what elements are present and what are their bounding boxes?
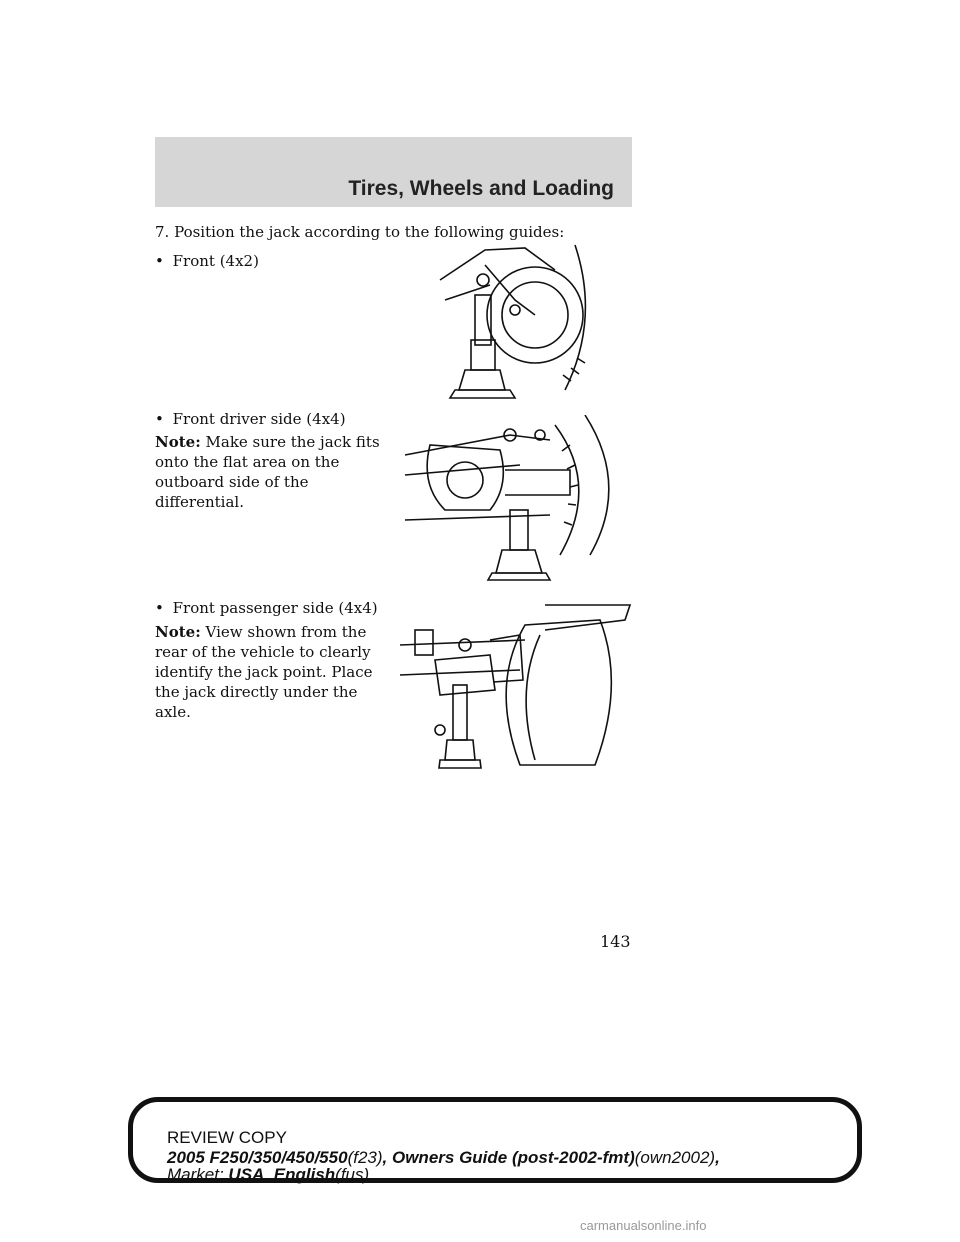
jack-front-4x2-illustration xyxy=(425,240,595,410)
note-label: Note: xyxy=(155,433,201,451)
note-driver-side xyxy=(155,432,390,512)
review-market-line xyxy=(167,1165,369,1185)
note-label: Note: xyxy=(155,623,201,641)
note-passenger-side xyxy=(155,622,390,722)
header-band xyxy=(155,137,632,207)
review-copy-label: REVIEW COPY xyxy=(167,1128,287,1147)
bullet-text: Front driver side (4x4) xyxy=(172,410,346,428)
model-text: 2005 F250/350/450/550 xyxy=(167,1148,348,1167)
review-copy-box xyxy=(128,1097,862,1183)
separator: , xyxy=(382,1148,392,1167)
page-number: 143 xyxy=(600,932,631,951)
footer-watermark-url: carmanualsonline.info xyxy=(580,1218,707,1233)
guide-code: (own2002) xyxy=(634,1148,716,1167)
note-text: Make sure the jack fits onto the flat area on the outboard side of the differential. xyxy=(155,433,380,511)
jack-front-driver-4x4-illustration xyxy=(400,415,615,585)
note-text: View shown from the rear of the vehicle to clearly identify the jack point. Place the jack directly under the axle. xyxy=(155,623,373,721)
bullet-front-passenger-4x4 xyxy=(155,598,378,618)
model-code: (f23) xyxy=(347,1148,383,1167)
market-code: (fus) xyxy=(335,1165,370,1184)
jack-front-passenger-4x4-illustration xyxy=(395,600,635,770)
bullet-front-driver-4x4 xyxy=(155,409,346,429)
market-value: USA_English xyxy=(228,1165,336,1184)
guide-text: Owners Guide (post-2002-fmt) xyxy=(391,1148,635,1167)
step-instruction: 7. Position the jack according to the following guides: xyxy=(155,223,565,241)
bullet-text: Front passenger side (4x4) xyxy=(172,599,378,617)
bullet-front-4x2 xyxy=(155,251,259,271)
section-title: Tires, Wheels and Loading xyxy=(348,177,614,200)
separator: , xyxy=(715,1148,720,1167)
bullet-text: Front (4x2) xyxy=(172,252,259,270)
market-label: Market: xyxy=(167,1165,224,1184)
